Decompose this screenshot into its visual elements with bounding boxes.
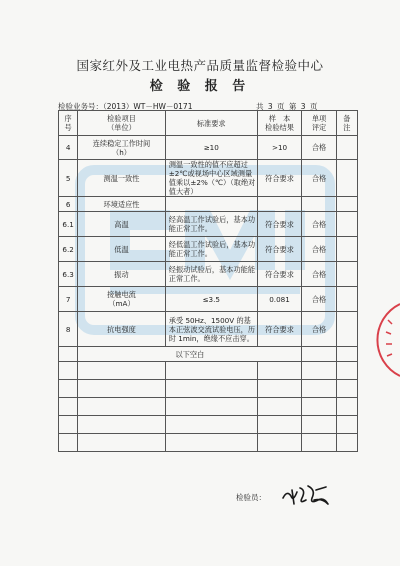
cell-evaluation: 合格 xyxy=(302,136,336,160)
cell-result: 0.081 xyxy=(257,287,302,312)
cell-evaluation: 合格 xyxy=(302,262,336,287)
empty-row xyxy=(59,398,358,416)
cell-result: 符合要求 xyxy=(257,237,302,262)
cell-standard: 经高温工作试验后，基本功能正常工作。 xyxy=(165,212,257,237)
org-title: 国家红外及工业电热产品质量监督检验中心 xyxy=(76,58,324,73)
cell-note xyxy=(336,160,357,197)
cell-item: 连续稳定工作时间 （h） xyxy=(78,136,166,160)
cell-standard: ≥10 xyxy=(165,136,257,160)
signature-icon xyxy=(280,480,335,510)
business-number: 检验业务号：（2013）WT－HW－0171 xyxy=(58,102,193,111)
cell-note xyxy=(336,287,357,312)
cell-evaluation: 合格 xyxy=(302,312,336,347)
blank-note: 以下空白 xyxy=(78,347,302,362)
cell-no: 5 xyxy=(59,160,78,197)
header-evaluation: 单项 评定 xyxy=(302,111,336,136)
cell-evaluation: 合格 xyxy=(302,212,336,237)
cell-note xyxy=(336,197,357,212)
cell-standard: ≤3.5 xyxy=(165,287,257,312)
cell-item: 测温一致性 xyxy=(78,160,166,197)
cell-note xyxy=(336,312,357,347)
cell-no: 6.2 xyxy=(59,237,78,262)
table-row xyxy=(59,160,358,197)
cell-standard xyxy=(165,197,257,212)
cell-standard: 测温一致性的值不应超过±2℃或视场中心区域测量值乘以±2%（℃）（取绝对值大者） xyxy=(165,160,257,197)
cell-no: 7 xyxy=(59,287,78,312)
table-row xyxy=(59,312,358,347)
table-header-row xyxy=(59,111,358,136)
empty-row xyxy=(59,416,358,434)
empty-row xyxy=(59,434,358,452)
cell-result: 符合要求 xyxy=(257,262,302,287)
cell-item: 振动 xyxy=(78,262,166,287)
cell-no: 6.3 xyxy=(59,262,78,287)
cell-note xyxy=(336,237,357,262)
cell-result: 符合要求 xyxy=(257,212,302,237)
table-row xyxy=(59,136,358,160)
cell-evaluation: 合格 xyxy=(302,287,336,312)
inspection-table xyxy=(58,110,358,452)
table-row xyxy=(59,197,358,212)
header-note: 备 注 xyxy=(336,111,357,136)
cell-standard: 经低温工作试验后，基本功能正常工作。 xyxy=(165,237,257,262)
inspector-label: 检验员： xyxy=(236,493,266,502)
blank-note-row xyxy=(59,347,358,362)
cell-item: 环境适应性 xyxy=(78,197,166,212)
cell-result: >10 xyxy=(257,136,302,160)
cell-note xyxy=(336,262,357,287)
report-title: 检 验 报 告 xyxy=(149,79,251,94)
header-result: 样 本 检验结果 xyxy=(257,111,302,136)
cell-standard: 经振动试验后，基本功能能正常工作。 xyxy=(165,262,257,287)
cell-result xyxy=(257,197,302,212)
table-row xyxy=(59,287,358,312)
cell-evaluation xyxy=(302,197,336,212)
cell-evaluation: 合格 xyxy=(302,160,336,197)
table-row xyxy=(59,237,358,262)
seal-stamp-icon xyxy=(374,300,400,380)
table-row xyxy=(59,262,358,287)
table-row xyxy=(59,212,358,237)
cell-no: 8 xyxy=(59,312,78,347)
empty-row xyxy=(59,362,358,380)
cell-item: 高温 xyxy=(78,212,166,237)
page-info: 共 3 页 第 3 页 xyxy=(256,102,318,111)
cell-item: 接触电流 （mA） xyxy=(78,287,166,312)
header-standard: 标准要求 xyxy=(165,111,257,136)
cell-standard: 承受 50Hz、1500V 的基本正弦波交流试验电压，历时 1min，绝缘不应击穿。 xyxy=(165,312,257,347)
cell-result: 符合要求 xyxy=(257,312,302,347)
cell-no: 6 xyxy=(59,197,78,212)
cell-note xyxy=(336,136,357,160)
cell-note xyxy=(336,212,357,237)
cell-no: 4 xyxy=(59,136,78,160)
header-no: 序 号 xyxy=(59,111,78,136)
header-item: 检验项目 （单位） xyxy=(78,111,166,136)
cell-item: 低温 xyxy=(78,237,166,262)
cell-result: 符合要求 xyxy=(257,160,302,197)
empty-row xyxy=(59,380,358,398)
cell-no: 6.1 xyxy=(59,212,78,237)
cell-item: 抗电强度 xyxy=(78,312,166,347)
cell-evaluation: 合格 xyxy=(302,237,336,262)
